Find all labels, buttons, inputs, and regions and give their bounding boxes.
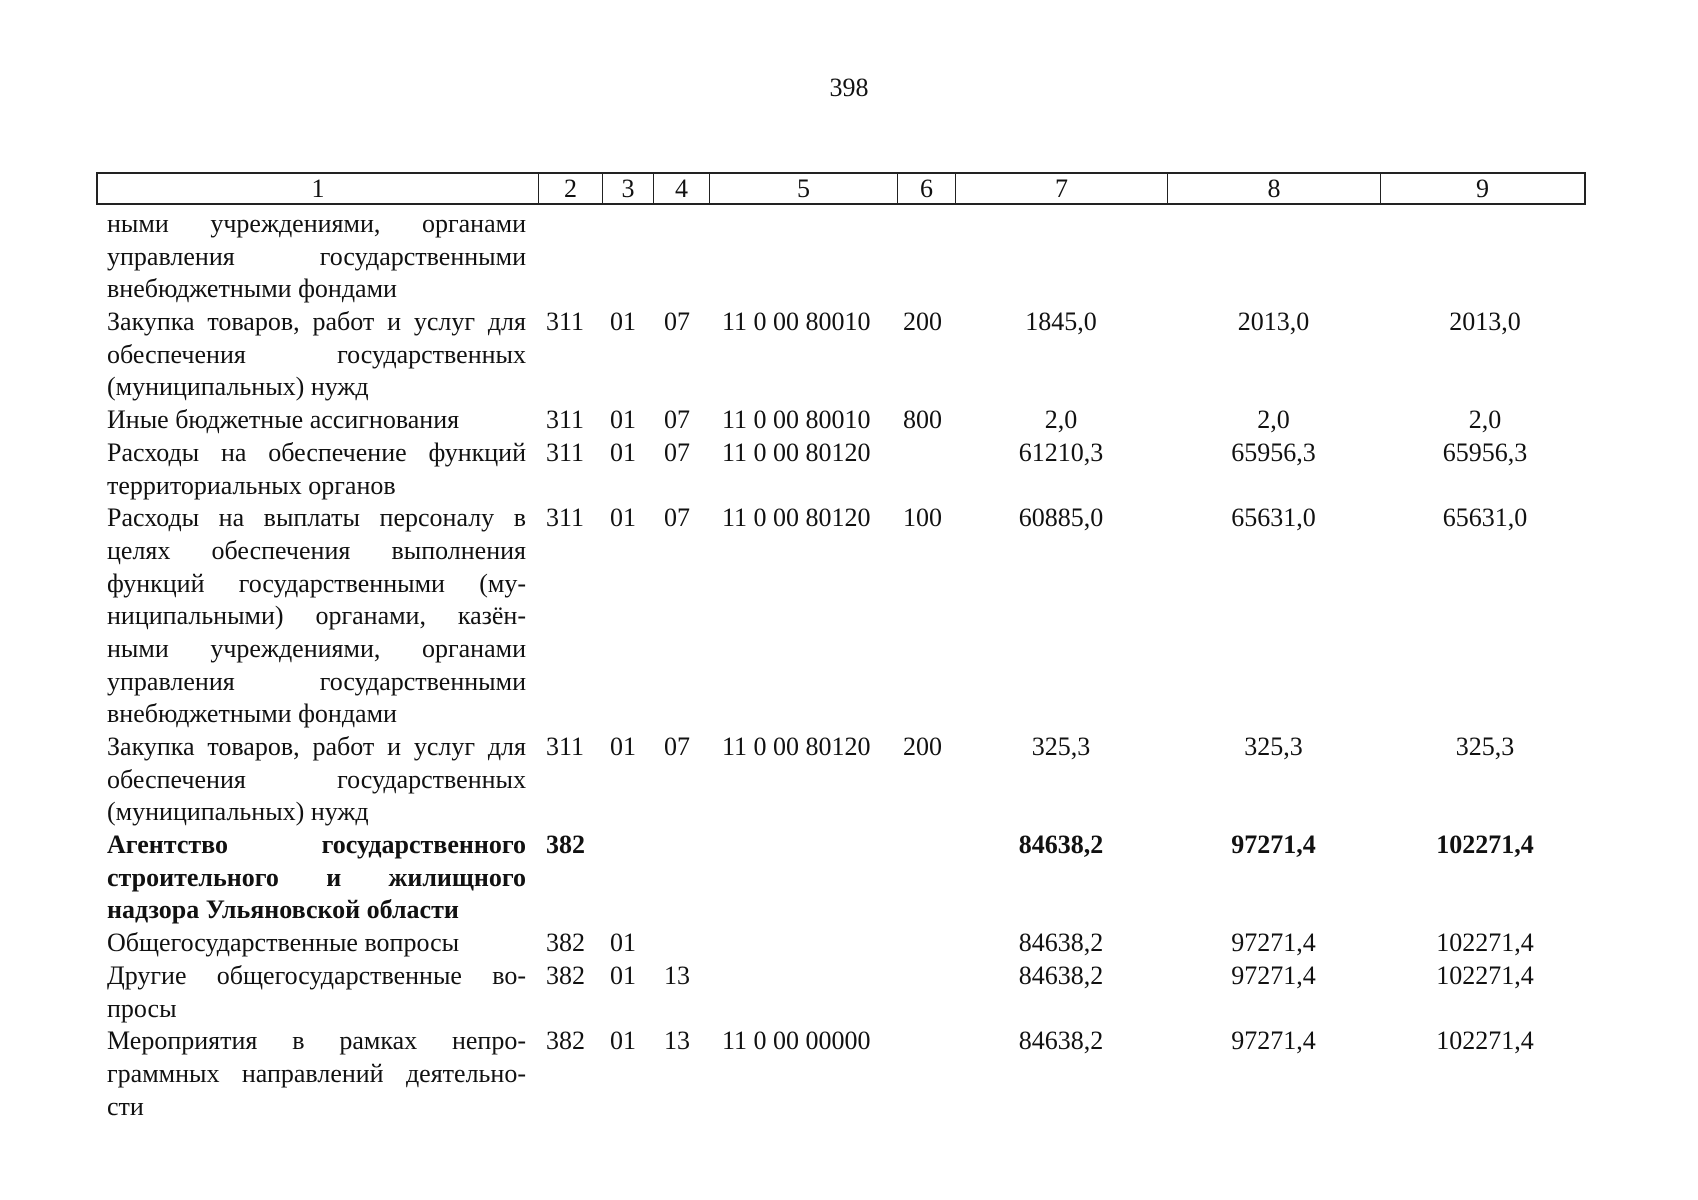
cell-col-9: 65956,3 [1442, 437, 1528, 467]
cell-col-2: 382 [546, 830, 585, 860]
description-line: ными учреждениями, органами [107, 209, 526, 238]
description-line: Иные бюджетные ассигнования [107, 405, 460, 435]
cell-col-4: 07 [664, 307, 690, 337]
row-description [107, 1025, 526, 1123]
description-line: целях обеспечения выполнения [107, 535, 526, 565]
cell-col-8: 2013,0 [1237, 307, 1310, 337]
header-col-8: 8 [1167, 174, 1380, 203]
header-col-4: 4 [653, 174, 709, 203]
header-col-6: 6 [897, 174, 955, 203]
cell-col-7: 2,0 [1044, 405, 1078, 435]
description-line: ными учреждениями, органами [107, 633, 526, 663]
table-row [0, 404, 1698, 437]
row-description [107, 502, 526, 731]
table-row [0, 306, 1698, 404]
cell-col-3: 01 [610, 405, 636, 435]
cell-col-4: 07 [664, 437, 690, 467]
cell-col-5: 11 0 00 00000 [722, 1026, 871, 1056]
cell-col-3: 01 [610, 1026, 636, 1056]
cell-col-6: 800 [903, 405, 942, 435]
cell-col-8: 97271,4 [1231, 928, 1316, 958]
header-col-3: 3 [602, 174, 653, 203]
cell-col-2: 382 [546, 1026, 585, 1056]
header-col-1: 1 [311, 174, 325, 203]
row-description [107, 927, 526, 960]
description-line: функций государственными (му- [107, 568, 526, 598]
cell-col-8: 97271,4 [1231, 1026, 1316, 1056]
cell-col-7: 84638,2 [1018, 1026, 1104, 1056]
cell-col-7: 60885,0 [1018, 503, 1104, 533]
cell-col-3: 01 [610, 732, 636, 761]
header-col-9: 9 [1380, 174, 1584, 203]
description-line: (муниципальных) нужд [107, 372, 369, 402]
table-row [0, 829, 1698, 927]
row-description [107, 306, 526, 404]
cell-col-3: 01 [610, 437, 636, 467]
cell-col-9: 2013,0 [1449, 307, 1521, 337]
cell-col-8: 65631,0 [1231, 503, 1316, 533]
description-line: обеспечения государственных [107, 764, 526, 794]
cell-col-9: 102271,4 [1436, 960, 1534, 990]
cell-col-2: 382 [546, 960, 585, 990]
description-line: Закупка товаров, работ и услуг для [107, 732, 526, 761]
cell-col-6: 100 [903, 503, 942, 533]
header-col-5: 5 [709, 174, 897, 203]
description-line: Закупка товаров, работ и услуг для [107, 307, 526, 337]
description-line: Общегосударственные вопросы [107, 928, 460, 958]
cell-col-9: 2,0 [1468, 405, 1502, 435]
cell-col-2: 311 [546, 307, 585, 337]
cell-col-8: 97271,4 [1231, 960, 1316, 990]
table-row [0, 927, 1698, 960]
description-line: внебюджетными фондами [107, 274, 397, 304]
description-line: территориальных органов [107, 470, 396, 500]
cell-col-9: 102271,4 [1436, 1026, 1534, 1056]
cell-col-3: 01 [610, 928, 636, 958]
table-header [96, 172, 1586, 205]
cell-col-4: 13 [664, 960, 690, 990]
description-line: ниципальными) органами, казён- [107, 601, 526, 631]
description-line: Другие общегосударственные во- [107, 960, 526, 990]
description-line: Мероприятия в рамках непро- [107, 1026, 526, 1056]
cell-col-5: 11 0 00 80120 [722, 732, 871, 761]
row-description [107, 829, 526, 927]
header-col-2: 2 [538, 174, 602, 203]
table-row [0, 208, 1698, 306]
cell-col-3: 01 [610, 503, 636, 533]
description-line: Агентство государственного [107, 830, 526, 860]
cell-col-5: 11 0 00 80010 [722, 405, 871, 435]
cell-col-7: 84638,2 [1018, 830, 1104, 860]
cell-col-2: 311 [546, 732, 585, 761]
description-line: (муниципальных) нужд [107, 797, 369, 827]
cell-col-2: 311 [546, 437, 585, 467]
cell-col-5: 11 0 00 80120 [722, 503, 871, 533]
row-description [107, 960, 526, 1025]
cell-col-9: 325,3 [1455, 732, 1515, 761]
description-line: Расходы на выплаты персоналу в [107, 503, 526, 533]
cell-col-6: 200 [903, 307, 942, 337]
cell-col-7: 84638,2 [1018, 928, 1104, 958]
table-row [0, 502, 1698, 731]
cell-col-2: 311 [546, 503, 585, 533]
cell-col-5: 11 0 00 80010 [722, 307, 871, 337]
table-row [0, 960, 1698, 1025]
description-line: Расходы на обеспечение функций [107, 437, 526, 467]
description-line: обеспечения государственных [107, 339, 526, 369]
description-line: управления государственными [107, 241, 526, 271]
cell-col-4: 07 [664, 405, 690, 435]
cell-col-7: 1845,0 [1025, 307, 1097, 337]
cell-col-6: 200 [903, 732, 942, 761]
cell-col-7: 325,3 [1031, 732, 1091, 761]
cell-col-8: 325,3 [1244, 732, 1303, 761]
cell-col-5: 11 0 00 80120 [722, 437, 871, 467]
cell-col-2: 382 [546, 928, 585, 958]
cell-col-7: 61210,3 [1018, 437, 1104, 467]
table-row [0, 731, 1698, 829]
description-line: просы [107, 993, 177, 1023]
cell-col-8: 65956,3 [1231, 437, 1316, 467]
description-line: управления государственными [107, 666, 526, 696]
cell-col-4: 13 [664, 1026, 690, 1056]
description-line: строительного и жилищного [107, 862, 526, 892]
table-row [0, 437, 1698, 502]
cell-col-9: 102271,4 [1436, 830, 1534, 860]
header-col-7: 7 [955, 174, 1167, 203]
description-line: сти [107, 1091, 144, 1121]
cell-col-8: 97271,4 [1231, 830, 1316, 860]
description-line: внебюджетными фондами [107, 699, 397, 729]
page-number: 398 [829, 73, 869, 102]
table-body [0, 208, 1698, 1123]
cell-col-8: 2,0 [1257, 405, 1290, 435]
row-description [107, 437, 526, 502]
cell-col-4: 07 [664, 732, 690, 761]
description-line: граммных направлений деятельно- [107, 1058, 526, 1088]
cell-col-3: 01 [610, 960, 636, 990]
row-description [107, 404, 526, 437]
cell-col-9: 102271,4 [1436, 928, 1534, 958]
cell-col-3: 01 [610, 307, 636, 337]
row-description [107, 208, 526, 306]
cell-col-4: 07 [664, 503, 690, 533]
description-line: надзора Ульяновской области [107, 895, 459, 925]
table-row [0, 1025, 1698, 1123]
cell-col-9: 65631,0 [1442, 503, 1528, 533]
cell-col-2: 311 [546, 405, 585, 435]
cell-col-7: 84638,2 [1018, 960, 1104, 990]
row-description [107, 731, 526, 829]
